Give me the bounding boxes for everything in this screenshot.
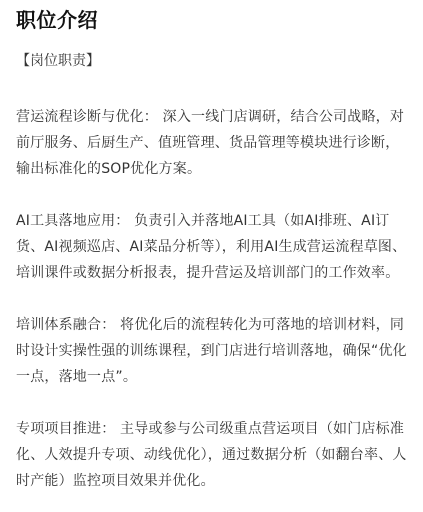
responsibility-text: 将优化后的流程转化为可落地的培训材料，同时设计实操性强的训练课程，到门店进行培训落地，确保“优化一点，落地一点”。	[16, 317, 407, 385]
responsibility-label: AI工具落地应用：	[16, 213, 130, 229]
responsibility-item	[16, 416, 407, 494]
responsibility-text: 负责引入并落地AI工具（如AI排班、AI订货、AI视频巡店、AI菜品分析等），利用AI生成营运流程草图、培训课件或数据分析报表，提升营运及培训部门的工作效率。	[16, 213, 407, 281]
responsibility-text: 主导或参与公司级重点营运项目（如门店标准化、人效提升专项、动线优化），通过数据分析（如翻台率、人时产能）监控项目效果并优化。	[16, 421, 407, 489]
responsibility-label: 营运流程诊断与优化：	[16, 109, 158, 125]
responsibility-item	[16, 312, 407, 390]
responsibility-item	[16, 104, 407, 182]
responsibility-label: 专项项目推进：	[16, 421, 116, 437]
responsibility-item	[16, 208, 407, 286]
responsibility-label: 培训体系融合：	[16, 317, 116, 333]
section-tag-responsibilities: 【岗位职责】	[16, 53, 100, 69]
responsibility-text: 深入一线门店调研，结合公司战略，对前厅服务、后厨生产、值班管理、货品管理等模块进行诊断，输出标准化的SOP优化方案。	[16, 109, 405, 177]
page-title: 职位介绍	[16, 8, 98, 32]
